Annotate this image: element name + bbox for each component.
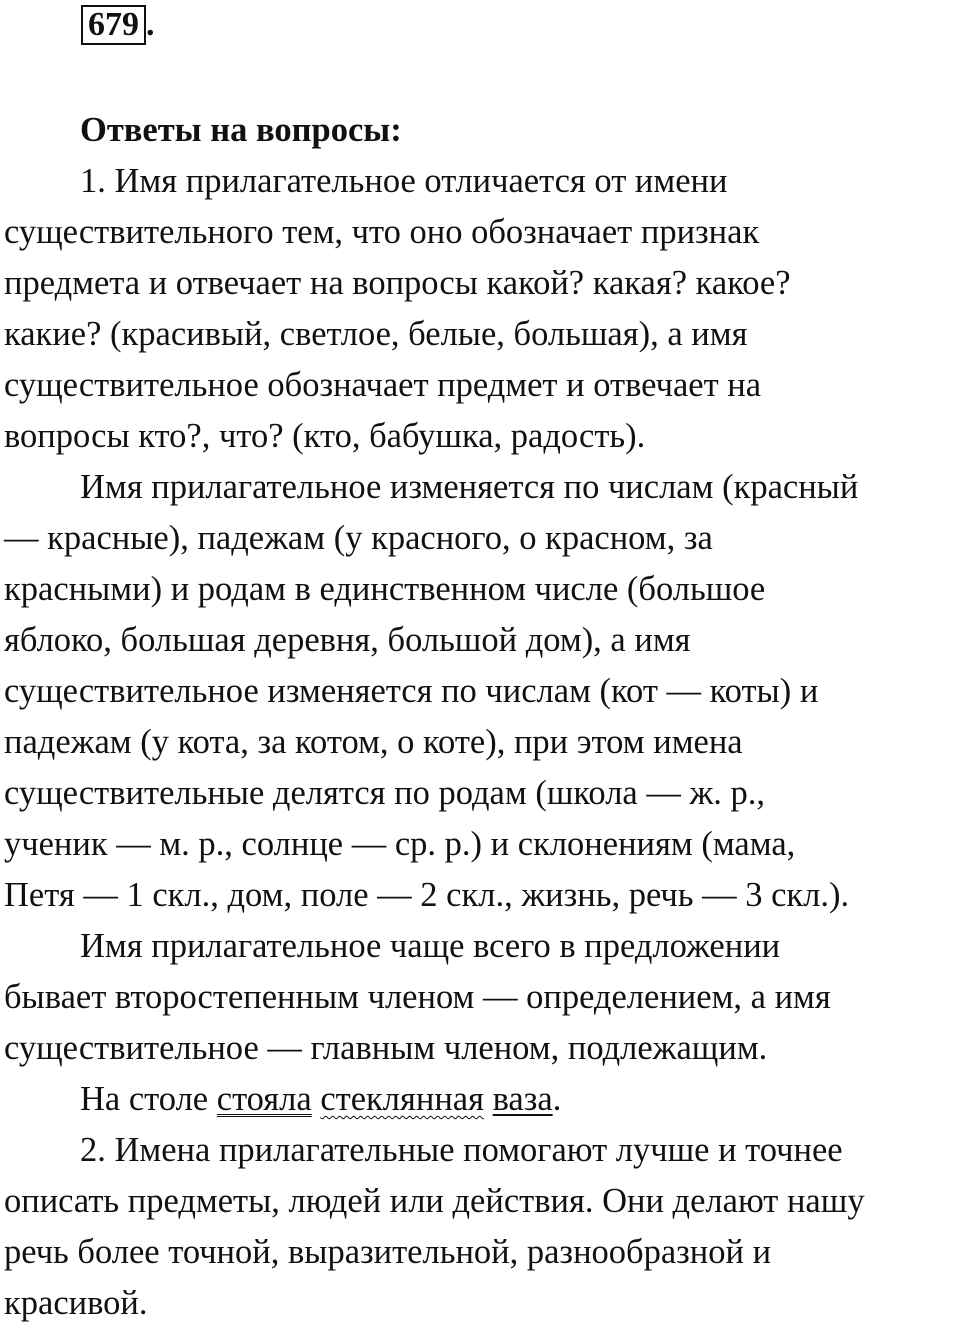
- example-sentence: [4, 1074, 956, 1125]
- text-line: вопросы кто?, что? (кто, бабушка, радость).: [4, 417, 646, 455]
- answer-text: [4, 105, 956, 1329]
- heading: Ответы на вопросы:: [80, 111, 402, 149]
- task-number-box: 679: [81, 5, 146, 45]
- text-line: 1. Имя прилагательное отличается от имени: [80, 162, 728, 200]
- text-line: какие? (красивый, светлое, белые, большая), а имя: [4, 315, 748, 353]
- example-space: [484, 1080, 493, 1118]
- text-line: существительное обозначает предмет и отвечает на: [4, 366, 762, 404]
- attribute-word: стеклянная: [320, 1080, 484, 1118]
- task-number: [81, 5, 155, 45]
- text-line: бывает второстепенным членом — определением, а имя: [4, 978, 831, 1016]
- text-line: описать предметы, людей или действия. Они делают нашу: [4, 1182, 865, 1220]
- text-line: существительное изменяется по числам (кот — коты) и: [4, 672, 819, 710]
- text-line: яблоко, большая деревня, большой дом), а имя: [4, 621, 691, 659]
- text-line: существительные делятся по родам (школа — ж. р.,: [4, 774, 766, 812]
- predicate-word: стояла: [216, 1080, 312, 1118]
- text-line: предмета и отвечает на вопросы какой? какая? какое?: [4, 264, 791, 302]
- text-line: падежам (у кота, за котом, о коте), при этом имена: [4, 723, 743, 761]
- text-line: Петя — 1 скл., дом, поле — 2 скл., жизнь, речь — 3 скл.).: [4, 876, 850, 914]
- text-line: существительное — главным членом, подлежащим.: [4, 1029, 768, 1067]
- example-prefix: На столе: [80, 1080, 217, 1118]
- example-suffix: .: [552, 1080, 562, 1118]
- subject-word: ваза: [492, 1080, 553, 1118]
- task-number-dot: .: [146, 6, 155, 43]
- text-line: 2. Имена прилагательные помогают лучше и точнее: [80, 1131, 843, 1169]
- text-line: красивой.: [4, 1284, 148, 1322]
- text-line: Имя прилагательное чаще всего в предложении: [80, 927, 781, 965]
- text-line: речь более точной, выразительной, разнообразной и: [4, 1233, 772, 1271]
- text-line: красными) и родам в единственном числе (большое: [4, 570, 766, 608]
- text-line: существительного тем, что оно обозначает признак: [4, 213, 760, 251]
- text-line: ученик — м. р., солнце — ср. р.) и склонениям (мама,: [4, 825, 796, 863]
- text-line: — красные), падежам (у красного, о красном, за: [4, 519, 713, 557]
- text-line: Имя прилагательное изменяется по числам (красный: [80, 468, 859, 506]
